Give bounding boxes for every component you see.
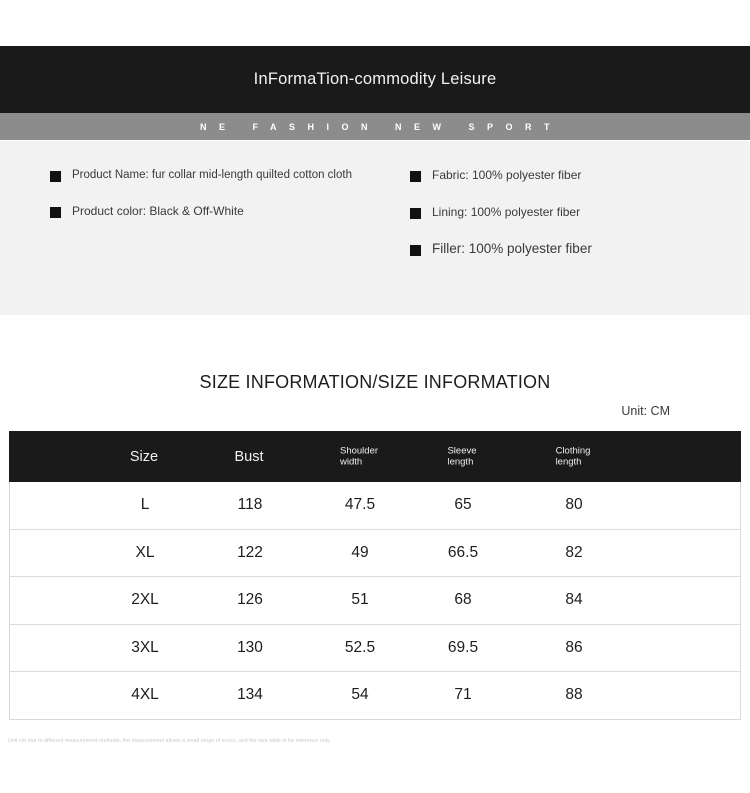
size-table-header-cell: Shoulder width	[339, 445, 379, 468]
product-info-item	[410, 205, 710, 219]
size-table-row	[10, 482, 740, 530]
bullet-square-icon	[50, 207, 61, 218]
product-info-panel	[0, 141, 750, 315]
banner-title: InFormaTion-commodity Leisure	[253, 70, 497, 88]
size-table-cell-shoulder-width: 54	[351, 686, 369, 704]
size-table-header-cell: Bust	[234, 448, 264, 465]
size-table-cell-clothing-length: 84	[565, 591, 583, 609]
lining-text: Lining: 100% polyester fiber	[432, 205, 581, 219]
size-table-cell-size: 4XL	[131, 686, 159, 704]
size-table-cell-bust: 122	[237, 543, 263, 561]
product-info-item	[50, 204, 370, 218]
filler-text: Filler: 100% polyester fiber	[432, 241, 592, 256]
size-table-cell-sleeve-length: 65	[454, 496, 472, 514]
top-banner	[0, 46, 750, 113]
bullet-square-icon	[50, 171, 61, 182]
size-table-row	[10, 530, 740, 578]
size-table-cell-bust: 130	[237, 638, 263, 656]
size-table-cell-bust: 118	[237, 496, 263, 514]
bullet-square-icon	[410, 245, 421, 256]
bullet-square-icon	[410, 171, 421, 182]
size-table-cell-clothing-length: 82	[565, 543, 583, 561]
size-table-cell-sleeve-length: 71	[454, 686, 472, 704]
size-table-row	[10, 672, 740, 719]
keyword-strip-text: NE FASHION NEW SPORT	[199, 121, 562, 132]
size-table-cell-shoulder-width: 51	[351, 591, 369, 609]
size-table-header-row	[9, 431, 741, 482]
bullet-square-icon	[410, 208, 421, 219]
size-table-row	[10, 577, 740, 625]
size-table-cell-size: 3XL	[131, 638, 159, 656]
size-table-cell-sleeve-length: 68	[454, 591, 472, 609]
size-table-cell-size: 2XL	[131, 591, 159, 609]
size-table-cell-shoulder-width: 52.5	[344, 638, 376, 656]
size-table-cell-sleeve-length: 69.5	[447, 638, 479, 656]
product-info-item	[410, 242, 710, 256]
product-color-text: Product color: Black & Off-White	[72, 204, 244, 218]
product-info-item	[410, 168, 710, 182]
size-table-header-cell: Clothing length	[555, 445, 591, 468]
size-table	[9, 431, 741, 720]
size-table-footnote: Unit cm due to different measurement methods, the measurement allows a small range of errors, and the size table is for reference only.	[8, 738, 331, 744]
product-name-text: Product Name: fur collar mid-length quilted cotton cloth	[72, 169, 352, 181]
size-table-header-cell: Size	[129, 448, 159, 465]
size-table-cell-size: XL	[135, 543, 155, 561]
keyword-strip	[0, 113, 750, 140]
size-table-header-cell: Sleeve length	[447, 445, 477, 468]
product-info-right-column	[410, 168, 710, 278]
unit-label: Unit: CM	[621, 404, 670, 418]
size-table-cell-shoulder-width: 47.5	[344, 496, 376, 514]
size-table-cell-bust: 134	[237, 686, 263, 704]
size-table-cell-sleeve-length: 66.5	[447, 543, 479, 561]
fabric-text: Fabric: 100% polyester fiber	[432, 168, 582, 182]
size-table-cell-bust: 126	[237, 591, 263, 609]
size-table-row	[10, 625, 740, 673]
size-information-heading: SIZE INFORMATION/SIZE INFORMATION	[199, 372, 551, 392]
size-table-cell-clothing-length: 88	[565, 686, 583, 704]
product-info-left-column	[50, 168, 370, 240]
size-table-cell-size: L	[140, 496, 150, 514]
size-table-body	[9, 482, 741, 720]
size-table-cell-clothing-length: 86	[565, 638, 583, 656]
size-table-cell-shoulder-width: 49	[351, 543, 369, 561]
size-table-cell-clothing-length: 80	[565, 496, 583, 514]
product-info-item	[50, 168, 370, 182]
